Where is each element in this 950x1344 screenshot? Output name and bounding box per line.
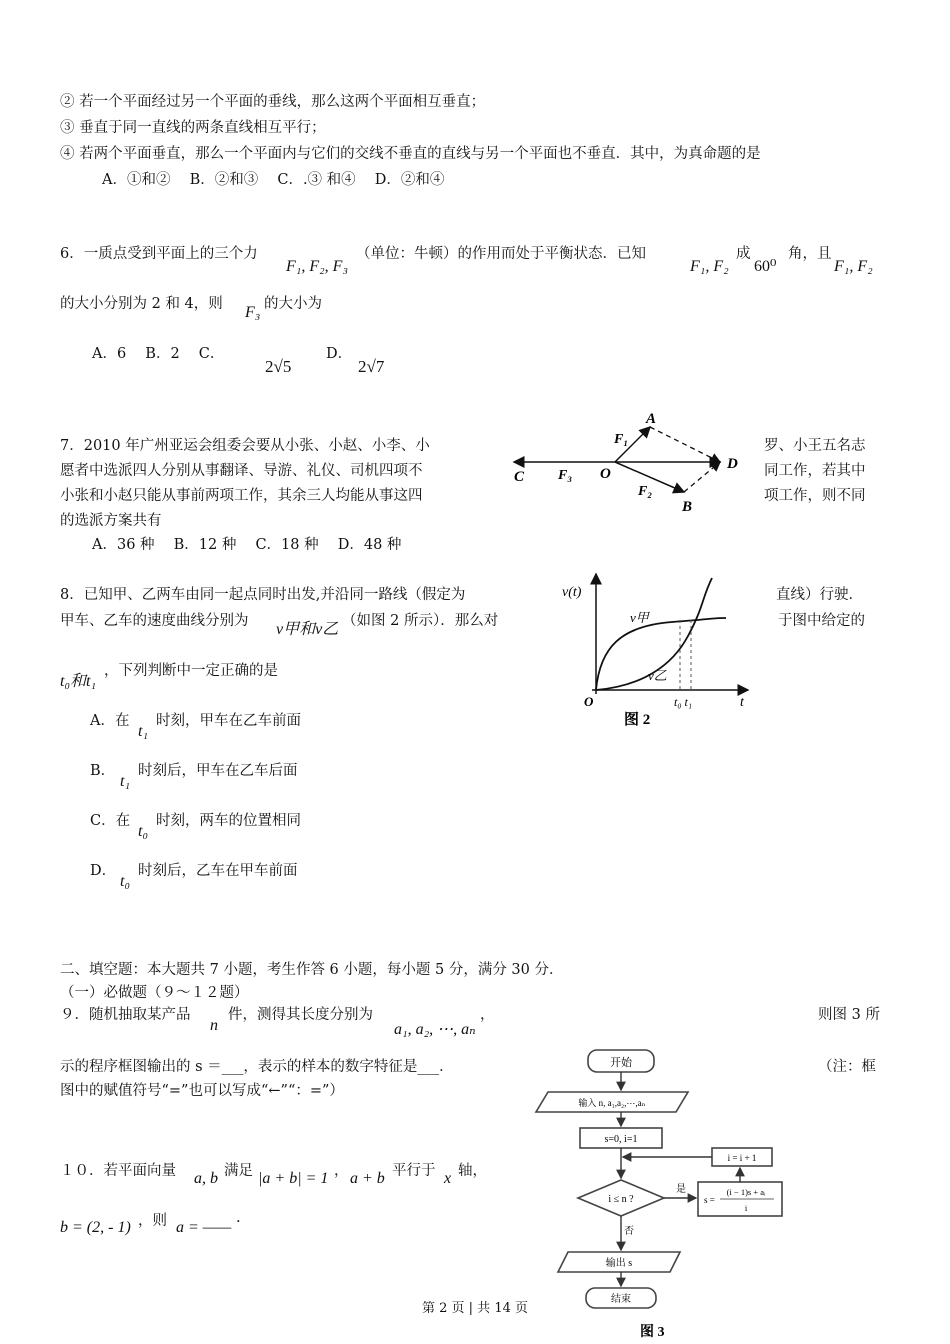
q8-option-b-time: t₁ [120, 773, 131, 790]
figure-3-caption: 图 3 [640, 1325, 665, 1340]
start-label: 开始 [610, 1057, 632, 1069]
q10-dot: . [236, 1210, 241, 1226]
q10-b-value: b = (2, - 1) [60, 1219, 131, 1236]
label-f2: F₂ [638, 484, 653, 499]
q10-answer-a: a = —— [176, 1219, 232, 1236]
q6-option-c-value: 2√5 [265, 357, 292, 376]
q9-line-2: 示的程序框图输出的 s ＝___，表示的样本的数字特征是___． [60, 1059, 454, 1075]
condition-label: i ≤ n ? [608, 1194, 634, 1205]
force-diagram [500, 405, 760, 520]
dashed-bd [684, 462, 720, 492]
init-label: s=0, i=1 [604, 1134, 638, 1145]
figure-2-caption: 图 2 [624, 712, 651, 728]
assign-left: s = [704, 1195, 715, 1205]
page-footer: 第 2 页 | 共 14 页 [422, 1301, 528, 1316]
q6-option-d: D． [326, 346, 353, 362]
q8-line-1: 8．已知甲、乙两车由同一起点同时出发,并沿同一路线（假定为 [60, 587, 466, 603]
label-f1: F₁ [614, 432, 629, 447]
label-f3: F₃ [558, 468, 573, 483]
q10-comma: ， [334, 1163, 349, 1179]
no-label: 否 [624, 1226, 634, 1237]
label-b: B [682, 499, 693, 515]
q8-line-2: 甲车、乙车的速度曲线分别为 [60, 613, 249, 629]
end-label: 结束 [611, 1294, 631, 1305]
q7-line-2-right: 同工作，若其中 [764, 463, 866, 479]
increment-label: i = i + 1 [727, 1153, 757, 1163]
q8-line-2-mid: （如图 2 所示）．那么对 [342, 613, 499, 629]
velocity-graph [552, 568, 762, 738]
q5-statement-4: ④ 若两个平面垂直，那么一个平面内与它们的交线不垂直的直线与另一个平面也不垂直．其中，为真命题的是 [60, 146, 761, 162]
t0-t1-labels: t₀ t₁ [674, 695, 693, 709]
q9-line-2-right: （注：框 [818, 1059, 876, 1075]
assign-denominator: i [744, 1203, 748, 1213]
q10-x: x [444, 1170, 452, 1187]
x-axis-label: t [740, 695, 744, 710]
q7-line-1-right: 罗、小王五名志 [764, 438, 866, 454]
q8-option-c: C．在 [90, 813, 131, 829]
yes-label: 是 [676, 1184, 686, 1195]
q8-line-1-right: 直线）行驶． [776, 587, 863, 603]
q6-text-4: 的大小为 [264, 296, 322, 312]
label-d: D [727, 456, 738, 472]
q8-line-3: ，下列判断中一定正确的是 [104, 663, 278, 679]
q8-option-d-time: t₀ [120, 873, 131, 890]
q8-option-b-text: 时刻后，甲车在乙车后面 [138, 763, 298, 779]
q6-text-1: 6．一质点受到平面上的三个力 [60, 246, 258, 262]
q7-line-1: 7．2010 年广州亚运会组委会要从小张、小赵、小李、小 [60, 438, 430, 454]
q6-text-3: 的大小分别为 2 和 4，则 [60, 296, 223, 312]
q6-text-cheng: 成 [736, 246, 751, 262]
q7-line-2: 愿者中选派四人分别从事翻译、导游、礼仪、司机四项不 [60, 463, 423, 479]
q10-line-1: １０．若平面向量 [60, 1163, 176, 1179]
q10-sum: a + b [350, 1170, 385, 1187]
q10-text-parallel: 平行于 [392, 1163, 436, 1179]
y-axis-label: v(t) [562, 585, 582, 600]
q6-angle: 60⁰ [754, 258, 777, 275]
q10-text-manzu: 满足 [224, 1163, 253, 1179]
q9-n: n [210, 1017, 218, 1034]
q10-abs-condition: |a + b| = 1 [258, 1170, 329, 1187]
q10-text-axis: 轴， [458, 1163, 487, 1179]
q6-forces-f12: F₁, F₂ [690, 258, 729, 275]
q9-sequence: a₁, a₂, ⋯, aₙ [394, 1021, 476, 1038]
q8-option-a-time: t₁ [138, 723, 149, 740]
q5-statement-3: ③ 垂直于同一直线的两条直线相互平行； [60, 120, 326, 136]
v-yi-label: v乙 [648, 668, 667, 683]
assign-numerator: (i − 1)s + aᵢ [726, 1187, 766, 1197]
q8-option-a-text: 时刻，甲车在乙车前面 [156, 713, 301, 729]
q10-vectors-ab: a, b [194, 1170, 218, 1187]
q5-statement-2: ② 若一个平面经过另一个平面的垂线，那么这两个平面相互垂直； [60, 94, 486, 110]
q5-options: A．①和② B．②和③ C．.③ 和④ D．②和④ [102, 172, 445, 188]
section-2-subtitle: （一）必做题（９～１２题） [60, 985, 249, 1001]
q6-option-d-value: 2√7 [358, 357, 385, 376]
q8-option-d: D． [90, 863, 117, 879]
q6-text-jiao: 角，且 [788, 246, 832, 262]
q8-times: t₀和t₁ [60, 673, 97, 690]
q9-line-1b: 件，测得其长度分别为 [228, 1007, 373, 1023]
q8-option-c-time: t₀ [138, 823, 149, 840]
q7-line-4: 的选派方案共有 [60, 513, 162, 529]
q9-line-1-right: 则图 3 所 [818, 1007, 880, 1023]
v-jia-label: v甲 [630, 610, 649, 625]
q6-force-f3: F₃ [245, 304, 261, 321]
input-label: 输入 n, a₁,a₂,⋯,aₙ [578, 1098, 646, 1108]
q8-option-d-text: 时刻后，乙车在甲车前面 [138, 863, 298, 879]
q8-option-a: A．在 [90, 713, 130, 729]
q6-text-2: （单位：牛顿）的作用而处于平衡状态．已知 [356, 246, 646, 262]
dashed-ad [650, 427, 720, 462]
label-c: C [514, 469, 525, 485]
q8-velocity-curves: v甲和v乙 [276, 621, 339, 638]
section-2-title: 二、填空题：本大题共 7 小题，考生作答 6 小题，每小题 5 分，满分 30 分． [60, 962, 564, 978]
q8-line-2-right: 于图中给定的 [778, 613, 865, 629]
q9-comma: ， [480, 1007, 495, 1023]
q7-line-3-right: 项工作，则不同 [764, 488, 866, 504]
q6-forces-f123: F₁, F₂, F₃ [286, 258, 349, 275]
label-a: A [646, 411, 657, 427]
label-o: O [600, 466, 611, 482]
output-label: 输出 s [605, 1258, 633, 1269]
q9-line-1: ９．随机抽取某产品 [60, 1007, 191, 1023]
q7-options: A．36 种 B．12 种 C．18 种 D．48 种 [92, 537, 402, 553]
origin-label: O [584, 694, 594, 709]
q8-option-c-text: 时刻，两车的位置相同 [156, 813, 301, 829]
q7-line-3: 小张和小赵只能从事前两项工作，其余三人均能从事这四 [60, 488, 423, 504]
q6-options-abc: A．6 B．2 C． [92, 346, 225, 362]
q6-forces-f12-b: F₁, F₂ [834, 258, 873, 275]
q9-line-3: 图中的赋值符号“=”也可以写成“←”“：=”） [60, 1083, 344, 1099]
q8-option-b: B． [90, 763, 116, 779]
q10-text-then: ，则 [138, 1213, 167, 1229]
